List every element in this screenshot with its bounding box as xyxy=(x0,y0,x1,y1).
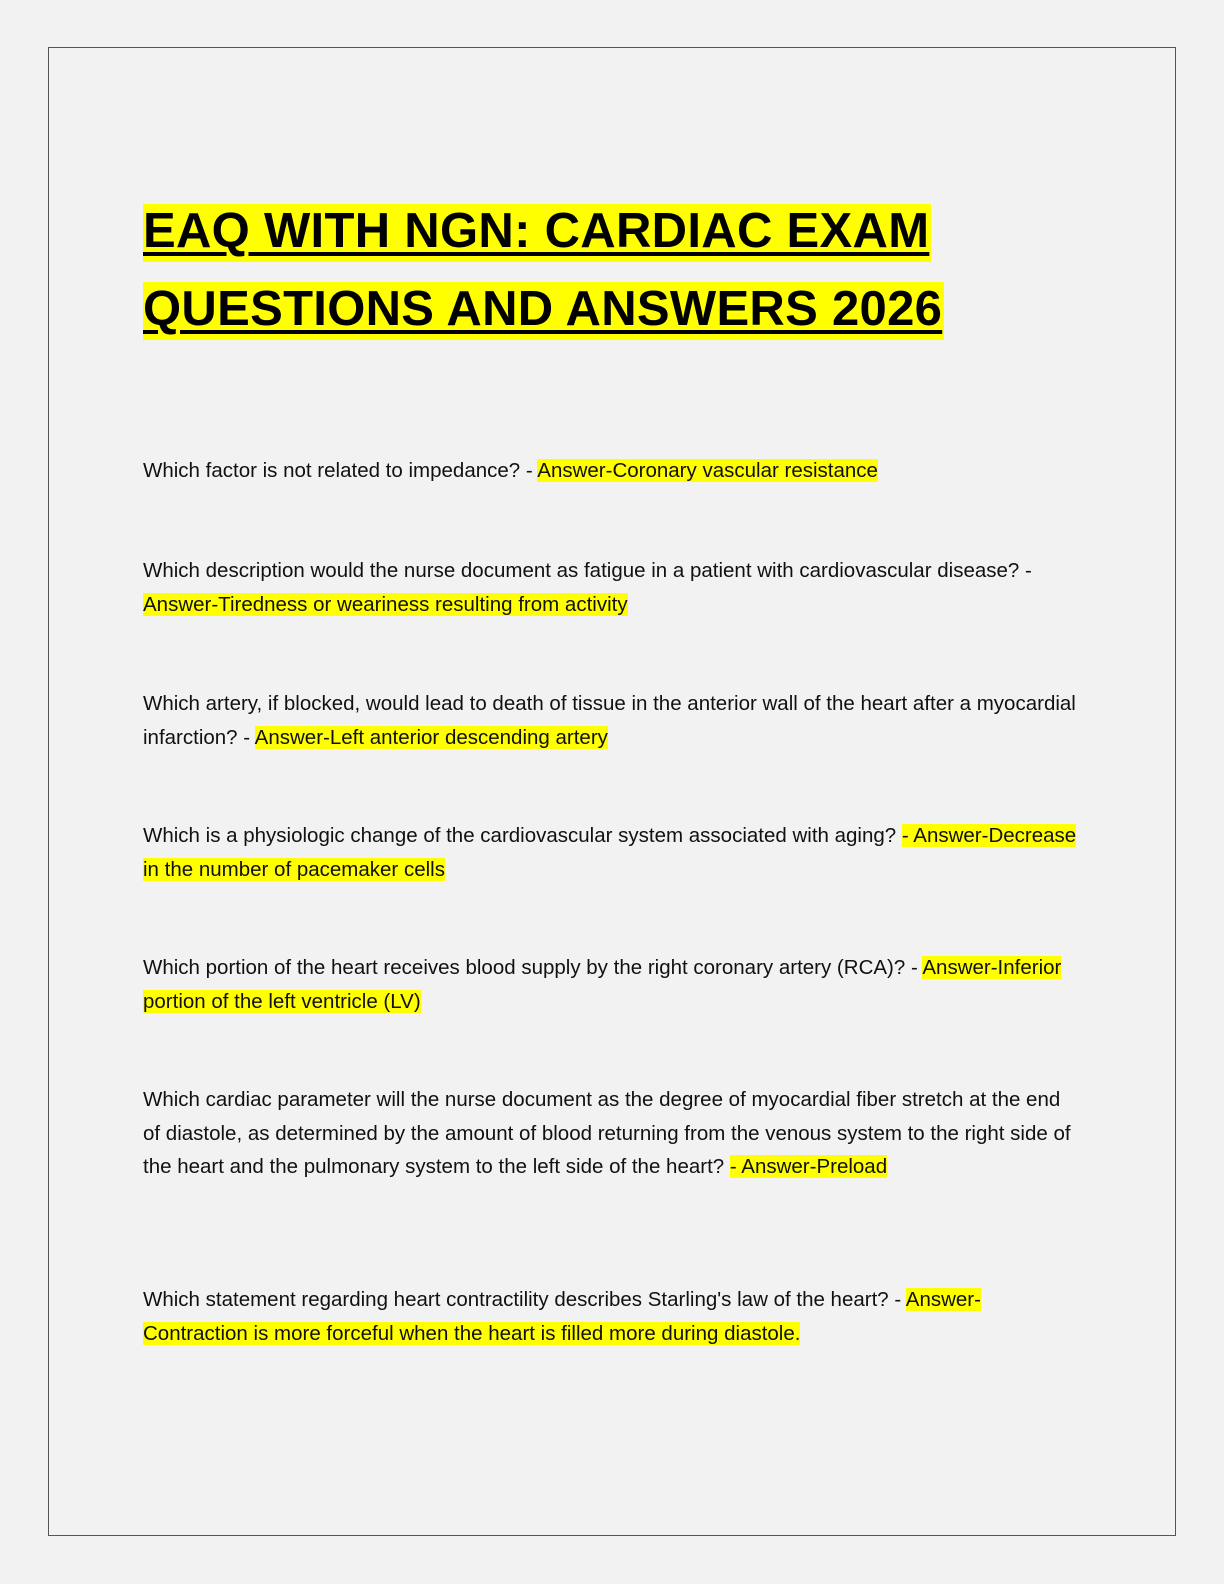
qa-item xyxy=(143,687,1078,754)
question-text: Which is a physiologic change of the cardiovascular system associated with aging? xyxy=(143,824,902,847)
document-title xyxy=(143,192,1103,348)
answer-text: Answer-Left anterior descending artery xyxy=(254,725,608,749)
qa-item xyxy=(143,1283,1078,1350)
qa-item xyxy=(143,1083,1078,1184)
answer-text: Answer-Tiredness or weariness resulting from activity xyxy=(143,592,628,616)
answer-text: Answer-Coronary vascular resistance xyxy=(537,459,878,482)
answer-text: - Answer-Decrease in the number of pacemaker cells xyxy=(143,824,1077,881)
title-line-1: EAQ WITH NGN: CARDIAC EXAM xyxy=(143,204,931,262)
question-text: Which description would the nurse document as fatigue in a patient with cardiovascular disease? - xyxy=(143,559,1032,582)
question-text: Which artery, if blocked, would lead to death of tissue in the anterior wall of the heart after a myocardial infarction? - xyxy=(143,692,1076,749)
question-text: Which factor is not related to impedance? - xyxy=(143,459,538,482)
question-text: Which portion of the heart receives blood supply by the right coronary artery (RCA)? - xyxy=(143,956,923,979)
question-text: Which statement regarding heart contractility describes Starling's law of the heart? - xyxy=(143,1288,906,1311)
answer-text: - Answer-Preload xyxy=(729,1155,888,1178)
title-line-2: QUESTIONS AND ANSWERS 2026 xyxy=(143,282,944,340)
answer-text: Answer-Inferior portion of the left ventricle (LV) xyxy=(143,956,1062,1013)
answer-text: Answer-Contraction is more forceful when the heart is filled more during diastole. xyxy=(143,1288,981,1345)
qa-item xyxy=(143,819,1078,886)
qa-item xyxy=(143,454,1078,488)
qa-item xyxy=(143,554,1078,621)
question-text: Which cardiac parameter will the nurse document as the degree of myocardial fiber stretch at the end of diastole, as determined by the amount of blood returning from the venous system to the right side of the heart and the pulmonary system to the left side of the heart? xyxy=(143,1088,1071,1178)
qa-item xyxy=(143,951,1078,1018)
